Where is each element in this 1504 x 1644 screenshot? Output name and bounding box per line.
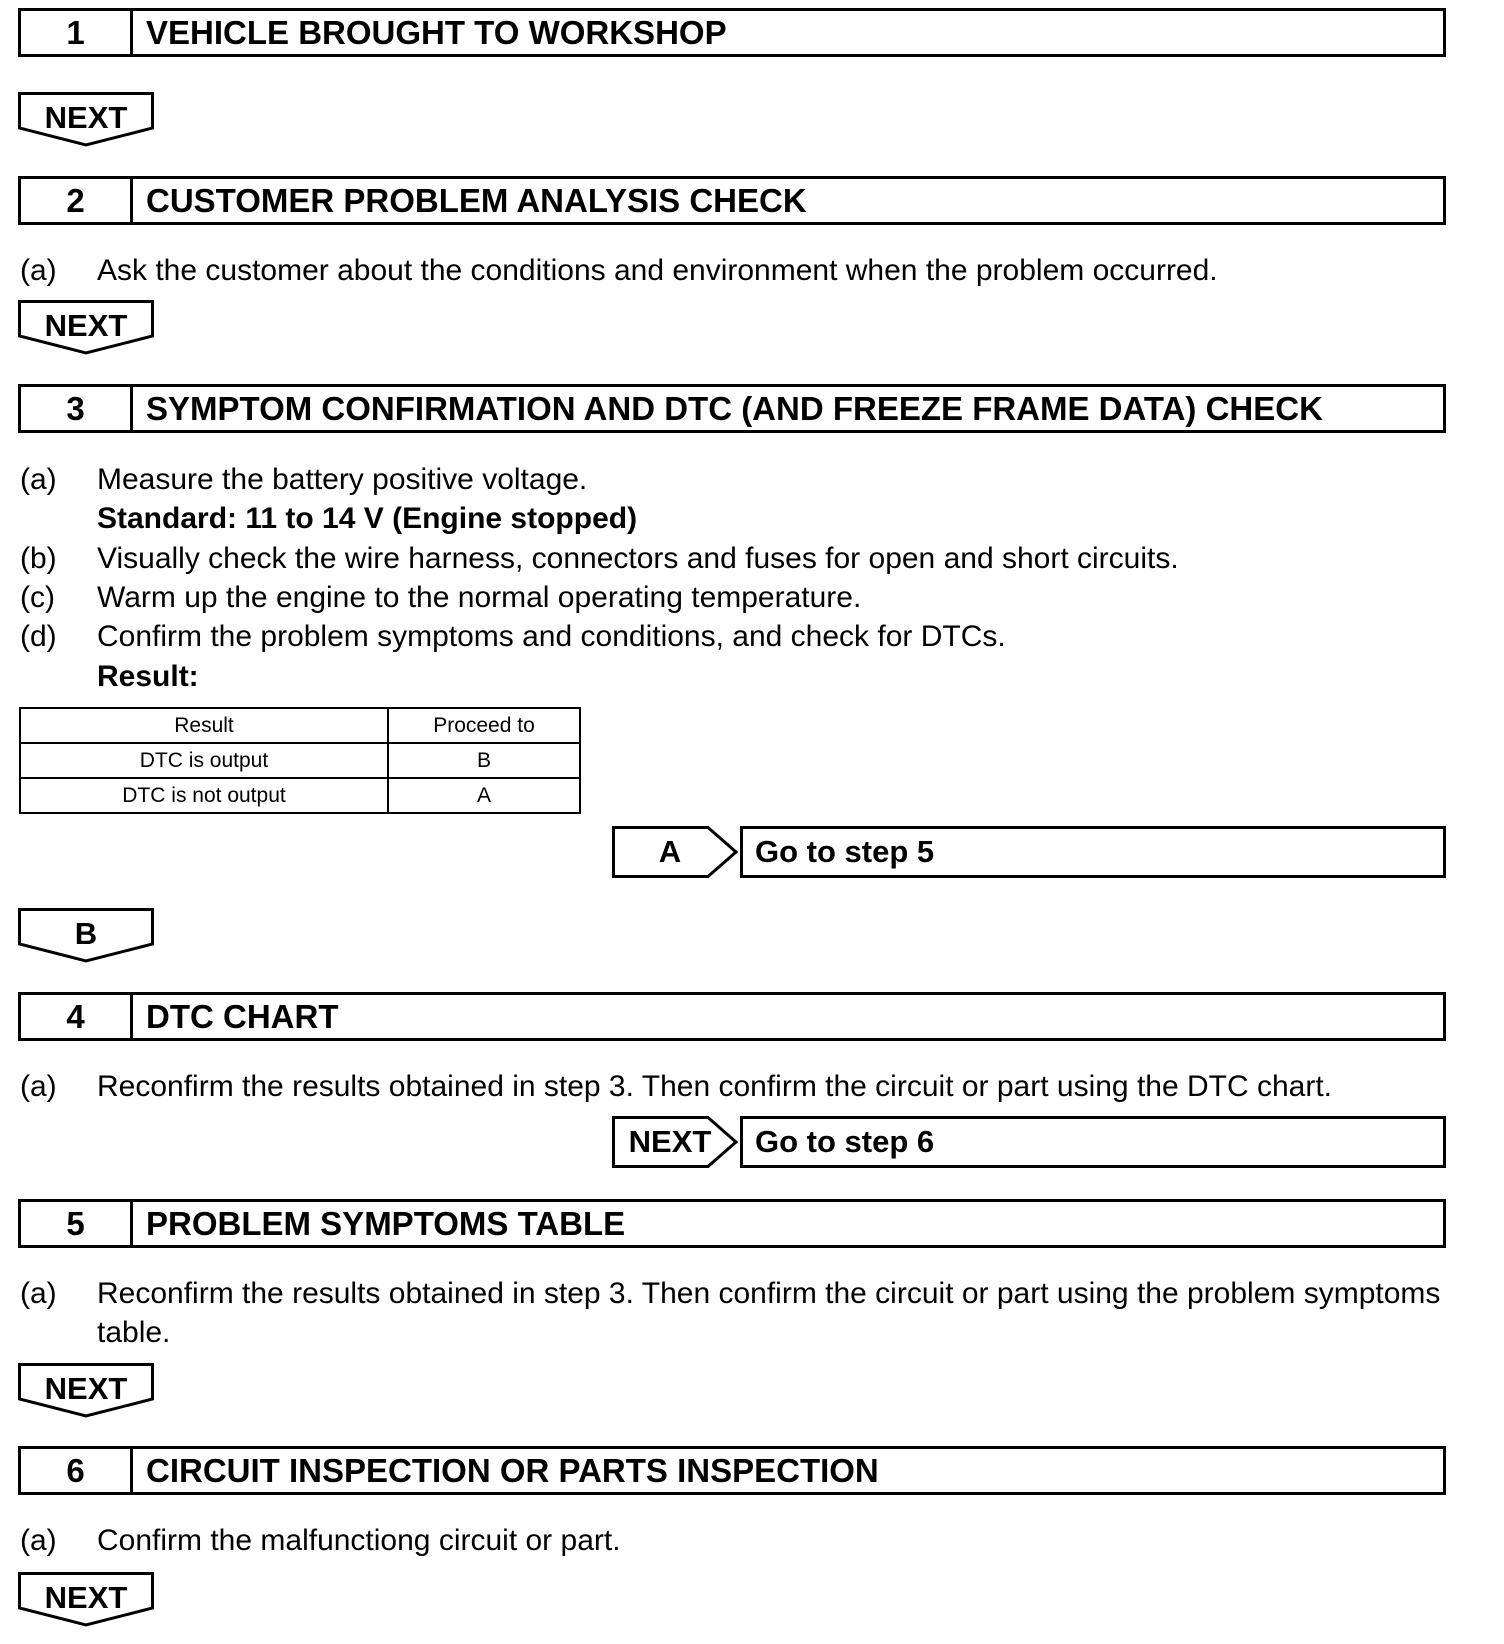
item-text: Confirm the problem symptoms and conditions, and check for DTCs. bbox=[97, 620, 1006, 653]
next-flag[interactable] bbox=[18, 300, 154, 355]
step-number: 3 bbox=[21, 387, 133, 430]
next-label: NEXT bbox=[44, 100, 128, 135]
result-label: Result: bbox=[97, 660, 199, 693]
b-flag[interactable] bbox=[18, 908, 154, 963]
item-text: Confirm the malfunctiong circuit or part. bbox=[97, 1524, 621, 1557]
item-label: (a) bbox=[20, 1070, 57, 1103]
table-header-cell: Proceed to bbox=[388, 708, 580, 743]
item-text: Reconfirm the results obtained in step 3. Then confirm the circuit or part using the DTC chart. bbox=[97, 1070, 1333, 1103]
goto-destination: Go to step 6 bbox=[740, 1116, 1446, 1168]
step-5-header bbox=[18, 1199, 1446, 1248]
branch-code: NEXT bbox=[628, 1124, 712, 1159]
item-text: Warm up the engine to the normal operating temperature. bbox=[97, 581, 862, 614]
step-title: CUSTOMER PROBLEM ANALYSIS CHECK bbox=[146, 181, 807, 219]
step-2-header bbox=[18, 176, 1446, 225]
item-label: (a) bbox=[20, 1277, 57, 1310]
step-number: 1 bbox=[21, 11, 133, 54]
step-3-header bbox=[18, 384, 1446, 433]
item-label: (a) bbox=[20, 1524, 57, 1557]
step-title: CIRCUIT INSPECTION OR PARTS INSPECTION bbox=[146, 1451, 879, 1489]
next-flag[interactable] bbox=[18, 1572, 154, 1627]
step-1-header bbox=[18, 8, 1446, 57]
table-header-cell: Result bbox=[20, 708, 388, 743]
item-label: (a) bbox=[20, 254, 57, 287]
table-row bbox=[20, 743, 580, 778]
item-text: Ask the customer about the conditions and environment when the problem occurred. bbox=[97, 254, 1218, 287]
table-cell: A bbox=[388, 778, 580, 813]
item-label: (a) bbox=[20, 463, 57, 496]
item-text: Measure the battery positive voltage. bbox=[97, 463, 588, 496]
next-flag[interactable] bbox=[18, 1363, 154, 1418]
branch-code: A bbox=[658, 834, 682, 869]
standard-value: Standard: 11 to 14 V (Engine stopped) bbox=[97, 502, 638, 535]
table-cell: DTC is not output bbox=[20, 778, 388, 813]
item-label: (b) bbox=[20, 542, 57, 575]
step-title: PROBLEM SYMPTOMS TABLE bbox=[146, 1204, 626, 1242]
step-number: 4 bbox=[21, 995, 133, 1038]
step-6-header bbox=[18, 1446, 1446, 1495]
goto-destination: Go to step 5 bbox=[740, 826, 1446, 878]
step-4-header bbox=[18, 992, 1446, 1041]
b-label: B bbox=[74, 916, 98, 951]
step-number: 5 bbox=[21, 1202, 133, 1245]
next-label: NEXT bbox=[44, 1580, 128, 1615]
table-cell: B bbox=[388, 743, 580, 778]
item-label: (c) bbox=[20, 581, 55, 614]
item-label: (d) bbox=[20, 620, 57, 653]
item-text-continuation: table. bbox=[97, 1316, 171, 1349]
step-number: 2 bbox=[21, 179, 133, 222]
step-number: 6 bbox=[21, 1449, 133, 1492]
step-title: VEHICLE BROUGHT TO WORKSHOP bbox=[146, 13, 727, 51]
next-flag[interactable] bbox=[18, 92, 154, 147]
item-text: Reconfirm the results obtained in step 3. Then confirm the circuit or part using the problem symptoms bbox=[97, 1277, 1441, 1310]
next-label: NEXT bbox=[44, 1371, 128, 1406]
goto-step-6[interactable] bbox=[612, 1116, 1446, 1168]
step-title: DTC CHART bbox=[146, 997, 339, 1035]
step-title: SYMPTOM CONFIRMATION AND DTC (AND FREEZE FRAME DATA) CHECK bbox=[146, 389, 1323, 427]
table-row bbox=[20, 778, 580, 813]
table-header-row bbox=[20, 708, 580, 743]
goto-step-5[interactable] bbox=[612, 826, 1446, 878]
table-cell: DTC is output bbox=[20, 743, 388, 778]
result-table bbox=[19, 707, 581, 814]
next-label: NEXT bbox=[44, 308, 128, 343]
item-text: Visually check the wire harness, connectors and fuses for open and short circuits. bbox=[97, 542, 1179, 575]
